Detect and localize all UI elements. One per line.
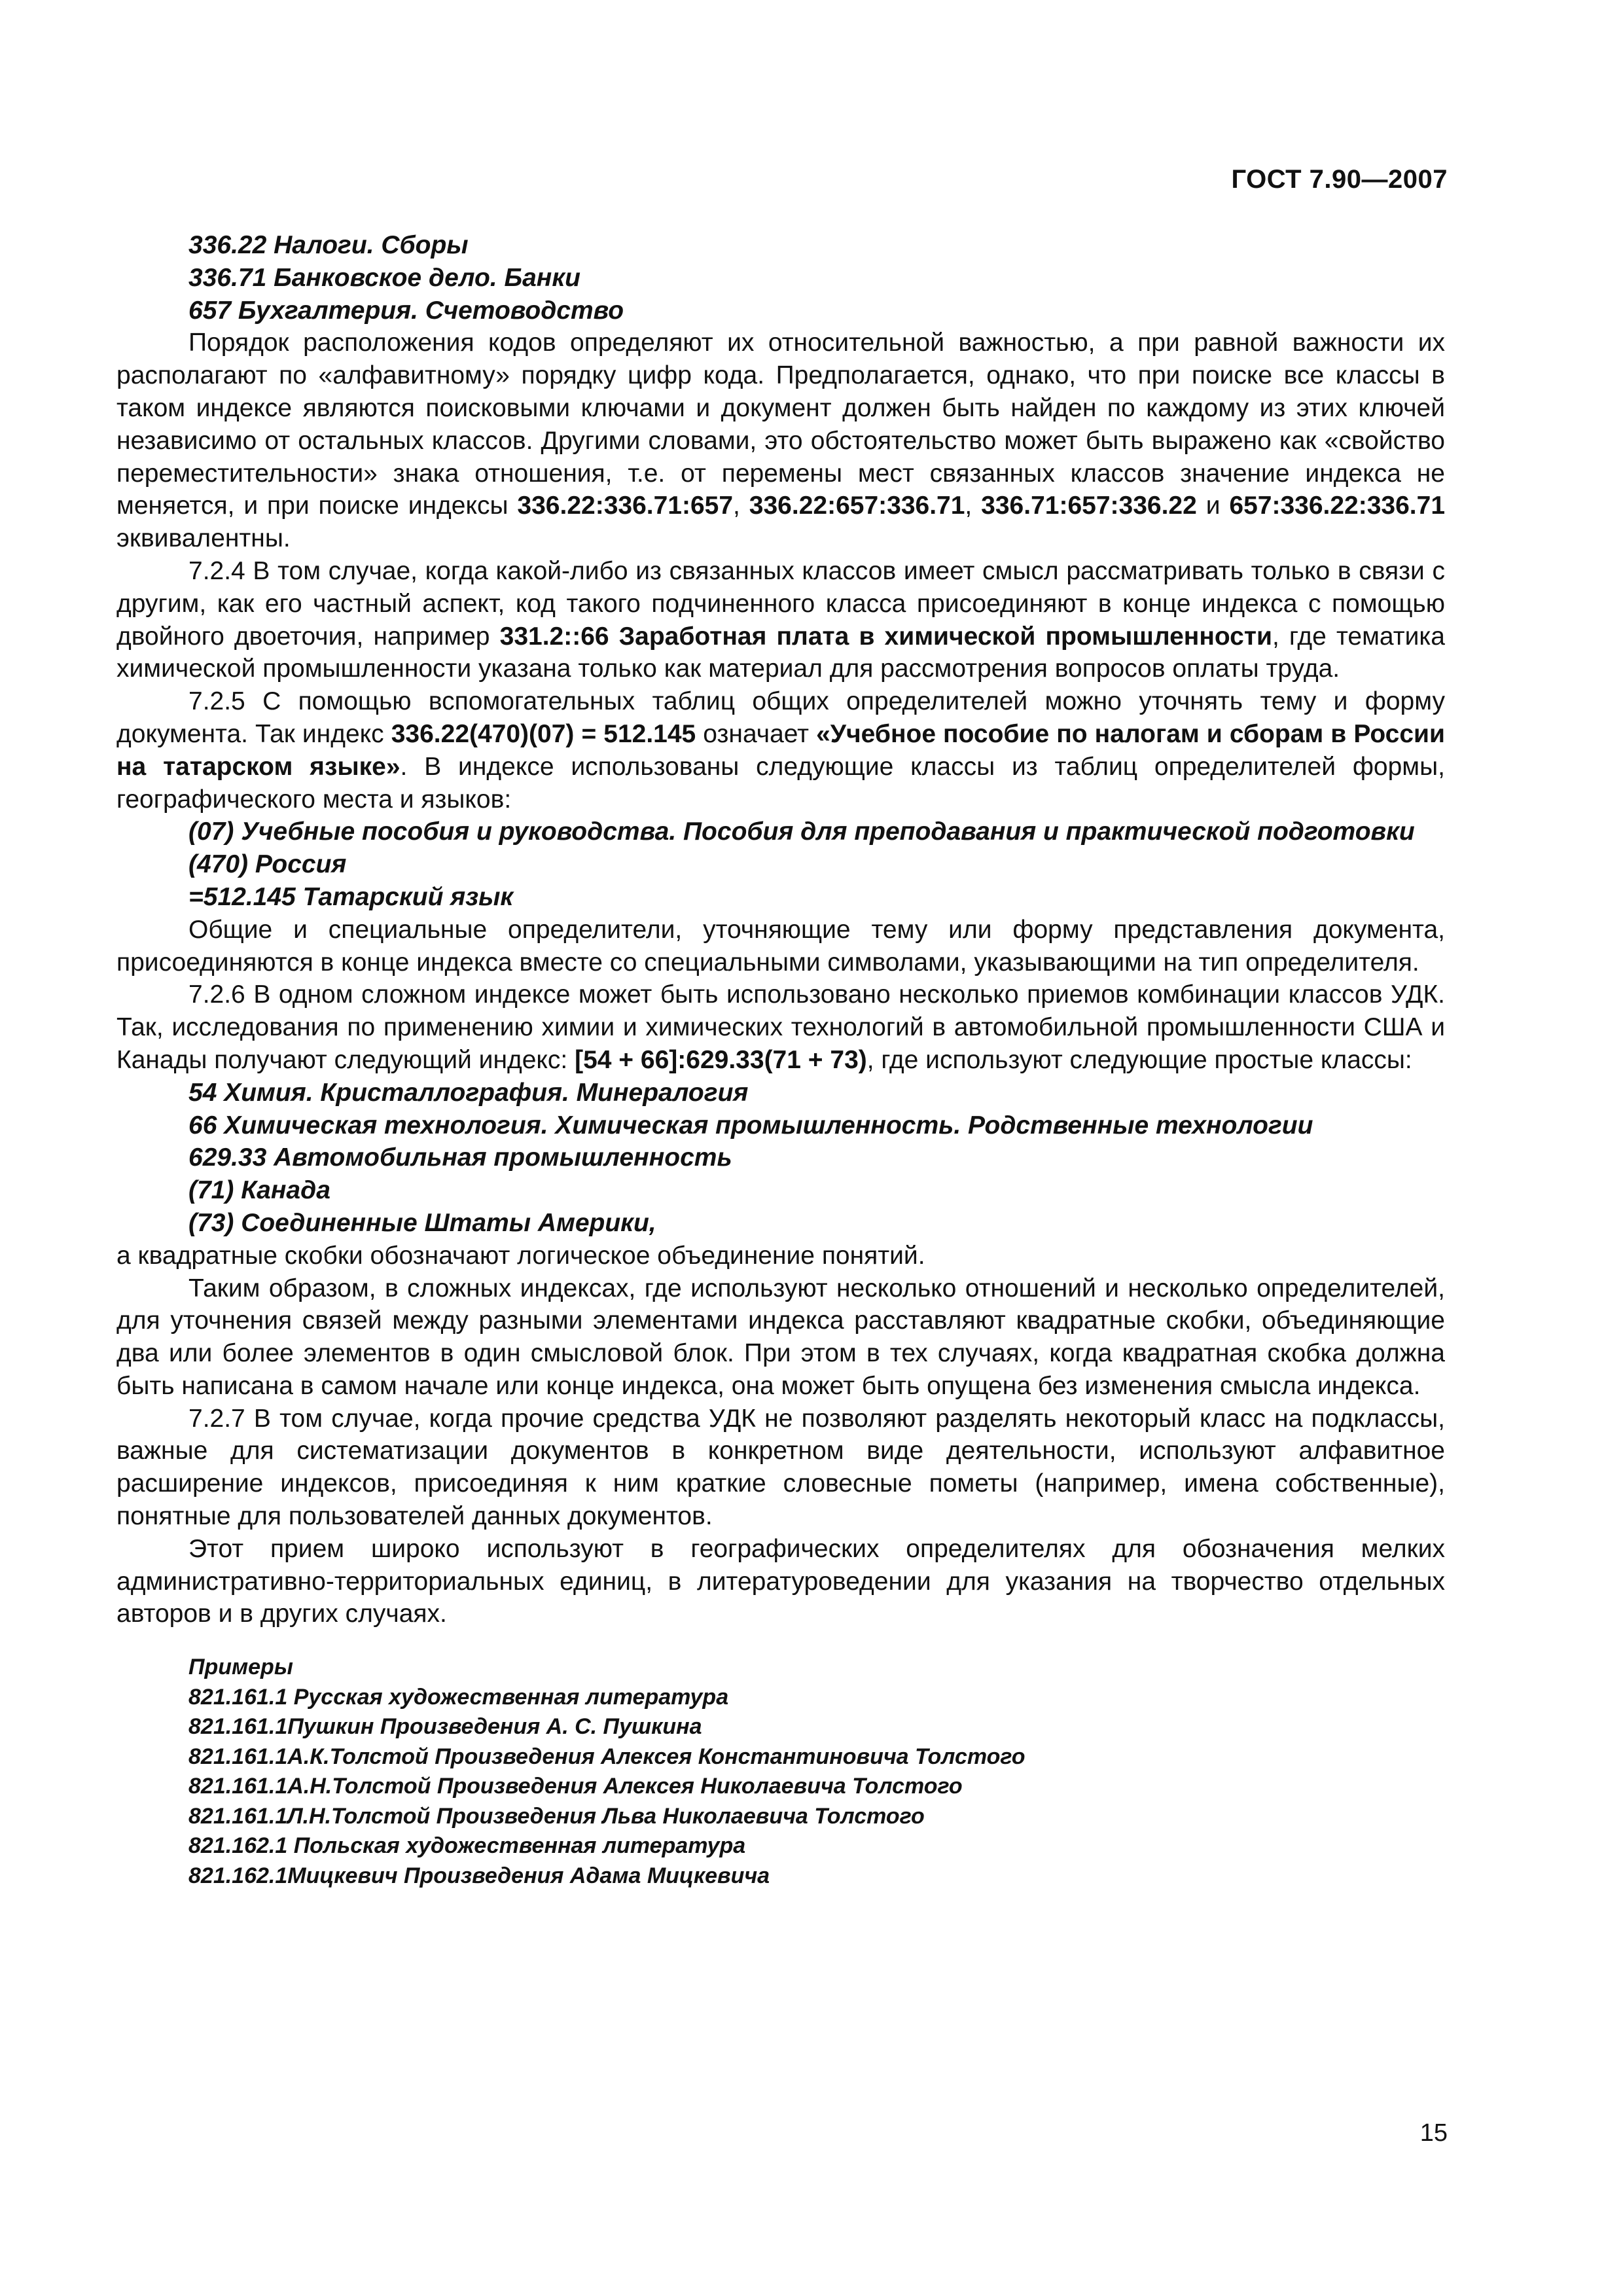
class-entry: 66 Химическая технология. Химическая промышленность. Родственные технологии xyxy=(188,1111,1313,1139)
example-item: 821.162.1Мицкевич Произведения Адама Мицкевича xyxy=(188,1863,770,1888)
example-item: 821.162.1 Польская художественная литература xyxy=(188,1833,746,1859)
class-entry: 336.22 Налоги. Сборы xyxy=(188,231,469,259)
index-example: 336.22:657:336.71 xyxy=(749,492,965,520)
class-entry: (73) Соединенные Штаты Америки, xyxy=(188,1208,656,1237)
example-item: 821.161.1А.К.Толстой Произведения Алексея Константиновича Толстого xyxy=(188,1744,1026,1769)
class-entry: =512.145 Татарский язык xyxy=(188,882,514,911)
paragraph-7-2-5: 7.2.5 С помощью вспомогательных таблиц общих определителей можно уточнять тему и форму документа. Так индекс 336.22(470)(07) = 512.145 означает «Учебное пособие по налогам и сборам в России на татарском языке». В индексе использованы следующие классы из таблиц определителей формы, географического места и языков: xyxy=(116,687,1445,814)
index-example: [54 + 66]:629.33(71 + 73) xyxy=(575,1045,867,1074)
paragraph-7-2-4: 7.2.4 В том случае, когда какой-либо из связанных классов имеет смысл рассматривать только в связи с другим, как его частный аспект, код такого подчиненного класса присоединяют в конце индекса с помощью двойного двоеточия, например 331.2::66 Заработная плата в химической промышленности, где тематика химической промышленности указана только как материал для рассмотрения вопросов оплаты труда. xyxy=(116,556,1445,683)
paragraph-geographic: Этот прием широко используют в географических определителях для обозначения мелких административно-территориальных единиц, в литературоведении для указания на творчество отдельных авторов и в других случаях. xyxy=(116,1534,1445,1628)
paragraph-square-brackets: Таким образом, в сложных индексах, где используют несколько отношений и несколько определителей, для уточнения связей между разными элементами индекса расставляют квадратные скобки, объединяющие два или более элементов в один смысловой блок. При этом в тех случаях, когда квадратная скобка должна быть написана в самом начале или конце индекса, она может быть опущена без изменения смысла индекса. xyxy=(116,1274,1445,1400)
paragraph-determinants: Общие и специальные определители, уточняющие тему или форму представления документа, присоединяются в конце индекса вместе со специальными символами, указывающими на тип определителя. xyxy=(116,915,1445,977)
index-example: 657:336.22:336.71 xyxy=(1229,492,1446,520)
paragraph-brackets-note: а квадратные скобки обозначают логическое объединение понятий. xyxy=(116,1241,925,1270)
index-example: 331.2::66 Заработная плата в химической промышленности xyxy=(499,622,1272,651)
document-body xyxy=(116,229,1445,1891)
index-example: 336.22(470)(07) = 512.145 xyxy=(391,719,696,748)
example-item: 821.161.1 Русская художественная литература xyxy=(188,1684,729,1710)
example-item: 821.161.1Пушкин Произведения А. С. Пушкина xyxy=(188,1714,702,1740)
class-entry: (470) Россия xyxy=(188,850,347,879)
class-entry: (71) Канада xyxy=(188,1176,330,1205)
paragraph-order-of-codes: Порядок расположения кодов определяют их относительной важностью, а при равной важности их располагают по «алфавитному» порядку цифр кода. Предполагается, однако, что при поиске все классы в таком индексе являются поисковыми ключами и документ должен быть найден по каждому из этих ключей независимо от остальных классов. Другими словами, это обстоятельство может быть выражено как «свойство переместительности» знака отношения, т.е. от перемены мест связанных классов значение индекса не меняется, и при поиске индексы 336.22:336.71:657, 336.22:657:336.71, 336.71:657:336.22 и 657:336.22:336.71 эквивалентны. xyxy=(116,329,1446,553)
class-entry: 657 Бухгалтерия. Счетоводство xyxy=(188,296,624,325)
class-entry: 54 Химия. Кристаллография. Минералогия xyxy=(188,1078,749,1107)
example-item: 821.161.1Л.Н.Толстой Произведения Льва Николаевича Толстого xyxy=(188,1803,925,1829)
index-meaning: «Учебное пособие по налогам и сборам в России на татарском языке» xyxy=(116,719,1445,781)
class-entry: 336.71 Банковское дело. Банки xyxy=(188,263,580,292)
class-entry: (07) Учебные пособия и руководства. Пособия для преподавания и практической подготовки xyxy=(188,817,1415,846)
example-item: 821.161.1А.Н.Толстой Произведения Алексея Николаевича Толстого xyxy=(188,1774,963,1799)
paragraph-7-2-7: 7.2.7 В том случае, когда прочие средства УДК не позволяют разделять некоторый класс на подклассы, важные для систематизации документов в конкретном виде деятельности, используют алфавитное расширение индексов, присоединяя к ним краткие словесные пометы (например, имена собственные), понятные для пользователей данных документов. xyxy=(116,1404,1445,1531)
index-example: 336.22:336.71:657 xyxy=(517,492,734,520)
examples-title: Примеры xyxy=(188,1655,293,1680)
examples-block xyxy=(116,1653,1445,1891)
class-entry: 629.33 Автомобильная промышленность xyxy=(188,1143,732,1172)
paragraph-7-2-6: 7.2.6 В одном сложном индексе может быть использовано несколько приемов комбинации классов УДК. Так, исследования по применению химии и химических технологий в автомобильной промышленности США и Канады получают следующий индекс: [54 + 66]:629.33(71 + 73), где используют следующие простые классы: xyxy=(116,980,1445,1074)
document-header: ГОСТ 7.90—2007 xyxy=(1231,165,1448,194)
index-example: 336.71:657:336.22 xyxy=(981,492,1197,520)
page-number: 15 xyxy=(1419,2119,1448,2147)
